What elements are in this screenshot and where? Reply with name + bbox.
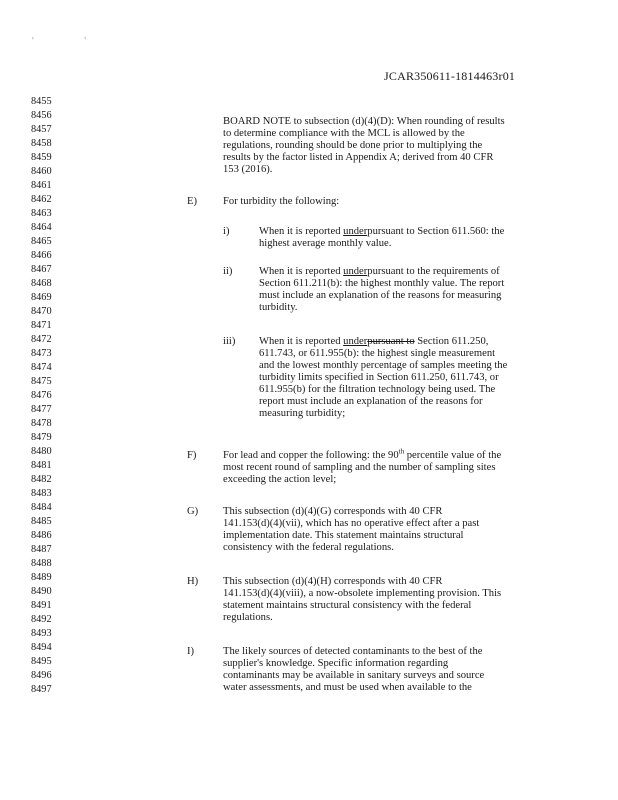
- line-number: 8459: [31, 152, 52, 163]
- board-note-line: regulations, rounding should be done prior to multiplying the: [223, 140, 483, 151]
- subsection-i-line: supplier's knowledge. Specific information regarding: [223, 658, 449, 669]
- line-number: 8463: [31, 208, 52, 219]
- subsection-i-line: contaminants may be available in sanitary surveys and source: [223, 670, 485, 681]
- line-number: 8457: [31, 124, 52, 135]
- subsection-g-line: implementation date. This statement maintains structural: [223, 530, 464, 541]
- subsection-f-line: exceeding the action level;: [223, 474, 337, 485]
- scan-marks: ' ': [32, 36, 111, 47]
- line-number: 8492: [31, 614, 52, 625]
- board-note-line: 153 (2016).: [223, 164, 273, 175]
- line-number: 8478: [31, 418, 52, 429]
- line-number: 8491: [31, 600, 52, 611]
- line-number: 8455: [31, 96, 52, 107]
- item-ii-line: When it is reported underpursuant to the requirements of: [259, 266, 500, 277]
- line-number: 8456: [31, 110, 52, 121]
- line-number: 8479: [31, 432, 52, 443]
- item-ii-line: Section 611.211(b): the highest monthly value. The report: [259, 278, 505, 289]
- subsection-e-text: For turbidity the following:: [223, 196, 340, 207]
- inserted-text: under: [343, 266, 368, 277]
- line-number: 8483: [31, 488, 52, 499]
- item-i-line: When it is reported underpursuant to Section 611.560: the: [259, 226, 505, 237]
- item-ii-label: ii): [223, 266, 233, 277]
- line-number: 8467: [31, 264, 52, 275]
- subsection-g-label: G): [187, 506, 199, 517]
- item-i-line: highest average monthly value.: [259, 238, 392, 249]
- board-note-line: results by the factor listed in Appendix A; derived from 40 CFR: [223, 152, 494, 163]
- item-iii-line: measuring turbidity;: [259, 408, 346, 419]
- item-ii-line: turbidity.: [259, 302, 298, 313]
- line-number: 8481: [31, 460, 52, 471]
- subsection-i-label: I): [187, 646, 195, 657]
- deleted-text: pursuant to: [367, 336, 415, 347]
- line-number: 8480: [31, 446, 52, 457]
- line-number: 8488: [31, 558, 52, 569]
- item-iii-label: iii): [223, 336, 236, 347]
- subsection-g-line: consistency with the federal regulations.: [223, 542, 394, 553]
- line-number: 8497: [31, 684, 52, 695]
- line-number: 8470: [31, 306, 52, 317]
- line-number: 8460: [31, 166, 52, 177]
- subsection-h-line: 141.153(d)(4)(viii), a now-obsolete implementing provision. This: [223, 588, 502, 599]
- subsection-h-line: statement maintains structural consistency with the federal: [223, 600, 472, 611]
- line-number: 8461: [31, 180, 52, 191]
- subsection-e-label: E): [187, 196, 197, 207]
- document-id-header: JCAR350611-1814463r01: [384, 69, 516, 83]
- line-number: 8477: [31, 404, 52, 415]
- item-i-label: i): [223, 226, 230, 237]
- line-number: 8486: [31, 530, 52, 541]
- board-note-line: BOARD NOTE to subsection (d)(4)(D): When rounding of results: [223, 116, 505, 127]
- item-iii-line: When it is reported underpursuant to Section 611.250,: [259, 336, 489, 347]
- subsection-f-line: For lead and copper the following: the 90th percentile value of the: [223, 447, 502, 461]
- inserted-text: under: [343, 226, 368, 237]
- line-number: 8485: [31, 516, 52, 527]
- inserted-text: under: [343, 336, 368, 347]
- line-number: 8493: [31, 628, 52, 639]
- line-number: 8496: [31, 670, 52, 681]
- line-number: 8489: [31, 572, 52, 583]
- item-iii-line: and the lowest monthly percentage of samples meeting the: [259, 360, 508, 371]
- line-number: 8475: [31, 376, 52, 387]
- subsection-g-line: 141.153(d)(4)(vii), which has no operative effect after a past: [223, 518, 480, 529]
- line-number: 8462: [31, 194, 52, 205]
- line-number: 8473: [31, 348, 52, 359]
- line-number: 8466: [31, 250, 52, 261]
- line-number: 8494: [31, 642, 52, 653]
- subsection-h-line: This subsection (d)(4)(H) corresponds with 40 CFR: [223, 576, 443, 587]
- line-number: 8487: [31, 544, 52, 555]
- line-number: 8495: [31, 656, 52, 667]
- line-number: 8490: [31, 586, 52, 597]
- subsection-h-label: H): [187, 576, 199, 587]
- subsection-i-line: The likely sources of detected contaminants to the best of the: [223, 646, 483, 657]
- subsection-i-line: water assessments, and must be used when available to the: [223, 682, 472, 693]
- line-number: 8464: [31, 222, 52, 233]
- line-number: 8482: [31, 474, 52, 485]
- line-number: 8469: [31, 292, 52, 303]
- line-number: 8458: [31, 138, 52, 149]
- item-iii-line: 611.955(b) for the filtration technology being used. The: [259, 384, 496, 395]
- subsection-g-line: This subsection (d)(4)(G) corresponds with 40 CFR: [223, 506, 443, 517]
- line-number: 8468: [31, 278, 52, 289]
- item-iii-line: turbidity limits specified in Section 611.250, 611.743, or: [259, 372, 499, 383]
- line-number: 8472: [31, 334, 52, 345]
- subsection-h-line: regulations.: [223, 612, 273, 623]
- item-iii-line: 611.743, or 611.955(b): the highest single measurement: [259, 348, 496, 359]
- subsection-f-label: F): [187, 450, 197, 461]
- line-number: 8471: [31, 320, 52, 331]
- item-ii-line: must include an explanation of the reasons for measuring: [259, 290, 502, 301]
- line-number: 8484: [31, 502, 52, 513]
- line-number: 8474: [31, 362, 52, 373]
- board-note-line: to determine compliance with the MCL is allowed by the: [223, 128, 465, 139]
- line-number: 8476: [31, 390, 52, 401]
- line-number: 8465: [31, 236, 52, 247]
- item-iii-line: report must include an explanation of the reasons for: [259, 396, 483, 407]
- subsection-f-line: most recent round of sampling and the number of sampling sites: [223, 462, 496, 473]
